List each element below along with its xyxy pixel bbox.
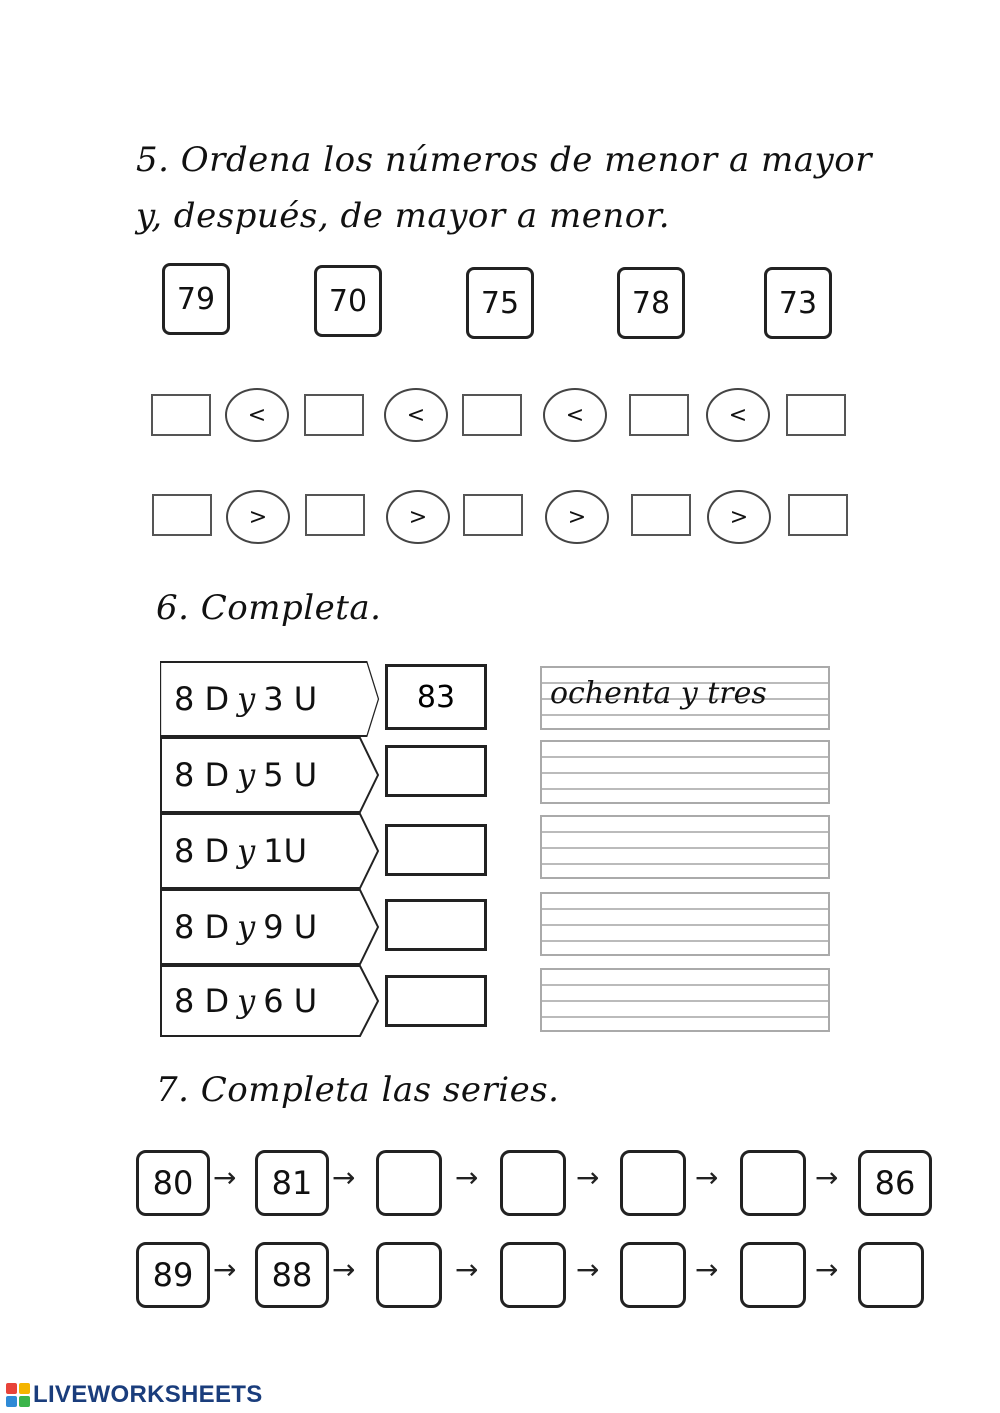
series-box (136, 1150, 210, 1216)
series-value: 86 (874, 1164, 916, 1202)
series-box (255, 1242, 329, 1308)
series-answer-input[interactable] (504, 1247, 562, 1303)
place-value-tag (160, 737, 380, 813)
number-card: 70 (314, 265, 382, 337)
series-value: 80 (152, 1164, 194, 1202)
series-answer-input[interactable] (624, 1155, 682, 1211)
series-answer-input[interactable] (862, 1247, 920, 1303)
number-answer-box[interactable] (385, 824, 487, 876)
series-answer-input[interactable] (744, 1247, 802, 1303)
words-answer-input[interactable] (542, 817, 838, 879)
series-answer-box[interactable] (376, 1242, 442, 1308)
arrow-icon: → (332, 1161, 356, 1194)
exercise-7-title: 7. Completa las series. (156, 1070, 560, 1110)
series-answer-box[interactable] (740, 1242, 806, 1308)
tens-label: 8 D (174, 680, 230, 718)
units-label: 3 U (263, 680, 318, 718)
arrow-icon: → (455, 1161, 479, 1194)
exercise-6-title: 6. Completa. (156, 588, 382, 628)
words-answer-text: ochenta y tres (550, 676, 767, 711)
series-answer-box[interactable] (376, 1150, 442, 1216)
series-value: 88 (271, 1256, 313, 1294)
place-value-tag (160, 889, 380, 965)
joiner-label: y (237, 680, 256, 718)
series-box (136, 1242, 210, 1308)
exercise-5-title-line-1: 5. Ordena los números de menor a mayor (136, 140, 872, 180)
place-value-tag (160, 813, 380, 889)
less-than-sign: < (384, 388, 448, 442)
less-than-sign: < (543, 388, 607, 442)
arrow-icon: → (213, 1253, 237, 1286)
units-label: 1U (263, 832, 308, 870)
series-box (858, 1150, 932, 1216)
series-answer-box[interactable] (858, 1242, 924, 1308)
words-answer-box[interactable] (540, 740, 830, 804)
number-answer-box[interactable] (385, 745, 487, 797)
series-answer-input[interactable] (380, 1155, 438, 1211)
greater-than-sign: > (707, 490, 771, 544)
descending-answer-box[interactable] (788, 494, 848, 536)
number-answer-box[interactable] (385, 975, 487, 1027)
units-label: 5 U (263, 756, 318, 794)
arrow-icon: → (213, 1161, 237, 1194)
less-than-sign: < (706, 388, 770, 442)
number-card: 78 (617, 267, 685, 339)
ascending-answer-box[interactable] (304, 394, 364, 436)
ascending-answer-box[interactable] (629, 394, 689, 436)
words-answer-input[interactable] (542, 970, 838, 1032)
series-box (255, 1150, 329, 1216)
number-answer-input[interactable] (388, 977, 484, 1025)
tens-label: 8 D (174, 982, 230, 1020)
number-card: 75 (466, 267, 534, 339)
number-answer-input[interactable] (388, 826, 484, 874)
series-value: 89 (152, 1256, 194, 1294)
series-answer-input[interactable] (744, 1155, 802, 1211)
words-answer-input[interactable] (542, 742, 838, 804)
words-answer-box[interactable] (540, 666, 830, 730)
greater-than-sign: > (386, 490, 450, 544)
liveworksheets-logo-icon (6, 1383, 30, 1407)
tens-label: 8 D (174, 756, 230, 794)
words-answer-input[interactable] (542, 894, 838, 956)
arrow-icon: → (332, 1253, 356, 1286)
number-card: 79 (162, 263, 230, 335)
liveworksheets-logo[interactable] (6, 1380, 263, 1410)
joiner-label: y (237, 832, 256, 870)
number-answer-input[interactable] (388, 901, 484, 949)
exercise-5-title-line-2: y, después, de mayor a menor. (136, 196, 671, 236)
joiner-label: y (237, 756, 256, 794)
series-answer-box[interactable] (740, 1150, 806, 1216)
ascending-answer-box[interactable] (151, 394, 211, 436)
arrow-icon: → (695, 1161, 719, 1194)
greater-than-sign: > (226, 490, 290, 544)
place-value-tag (160, 965, 380, 1041)
series-answer-input[interactable] (504, 1155, 562, 1211)
arrow-icon: → (455, 1253, 479, 1286)
number-card: 73 (764, 267, 832, 339)
series-answer-box[interactable] (620, 1150, 686, 1216)
units-label: 9 U (263, 908, 318, 946)
tens-label: 8 D (174, 908, 230, 946)
less-than-sign: < (225, 388, 289, 442)
number-answer-input[interactable] (388, 666, 484, 728)
liveworksheets-logo-text: LIVEWORKSHEETS (33, 1381, 263, 1408)
arrow-icon: → (815, 1161, 839, 1194)
arrow-icon: → (576, 1253, 600, 1286)
words-answer-box[interactable] (540, 892, 830, 956)
greater-than-sign: > (545, 490, 609, 544)
series-answer-input[interactable] (624, 1247, 682, 1303)
descending-answer-box[interactable] (305, 494, 365, 536)
number-answer-box[interactable] (385, 899, 487, 951)
words-answer-box[interactable] (540, 815, 830, 879)
series-answer-input[interactable] (380, 1247, 438, 1303)
descending-answer-box[interactable] (463, 494, 523, 536)
tens-label: 8 D (174, 832, 230, 870)
ascending-answer-box[interactable] (786, 394, 846, 436)
place-value-tag (160, 661, 380, 737)
series-value: 81 (271, 1164, 313, 1202)
arrow-icon: → (815, 1253, 839, 1286)
ascending-answer-box[interactable] (462, 394, 522, 436)
number-answer-input[interactable] (388, 747, 484, 795)
arrow-icon: → (576, 1161, 600, 1194)
series-answer-box[interactable] (500, 1150, 566, 1216)
arrow-icon: → (695, 1253, 719, 1286)
series-answer-box[interactable] (500, 1242, 566, 1308)
descending-answer-box[interactable] (152, 494, 212, 536)
joiner-label: y (237, 908, 256, 946)
number-answer-box[interactable] (385, 664, 487, 730)
words-answer-box[interactable] (540, 968, 830, 1032)
series-answer-box[interactable] (620, 1242, 686, 1308)
descending-answer-box[interactable] (631, 494, 691, 536)
units-label: 6 U (263, 982, 318, 1020)
joiner-label: y (237, 982, 256, 1020)
